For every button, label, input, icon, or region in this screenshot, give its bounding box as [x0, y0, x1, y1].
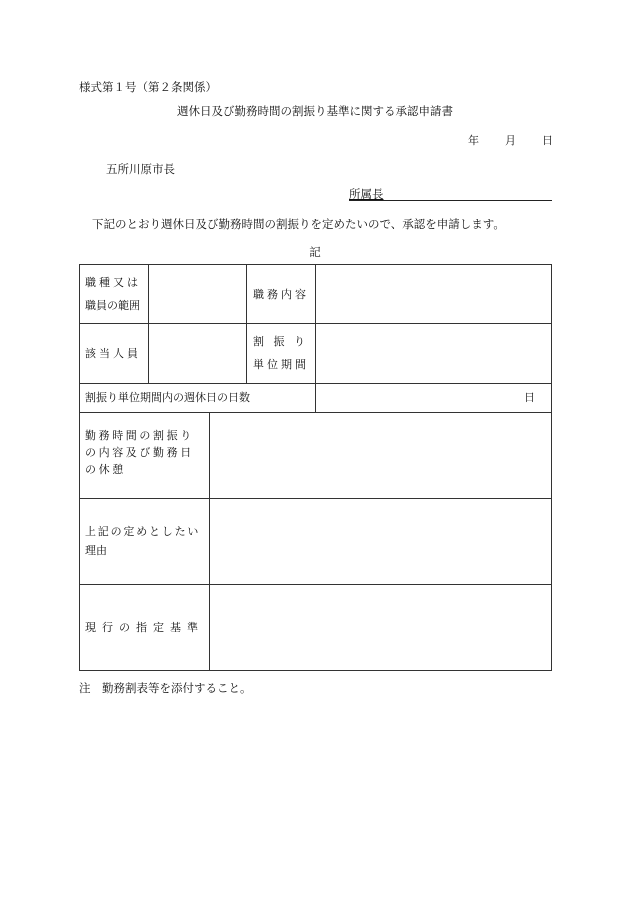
label-reason-1: 上記の定めとしたい	[85, 525, 201, 538]
table-rule	[79, 498, 552, 499]
label-work-allocation-3: の休憩	[85, 463, 126, 476]
form-number: 様式第１号（第２条関係）	[79, 80, 217, 94]
label-reason-2: 理由	[85, 544, 107, 557]
addressee: 五所川原市長	[106, 162, 175, 176]
date-line	[468, 132, 553, 148]
date-day: 日	[542, 134, 553, 147]
allocation-period-field[interactable]	[316, 325, 551, 382]
days-unit: 日	[524, 391, 535, 404]
weekly-rest-days-field[interactable]	[316, 385, 516, 411]
label-current-criteria: 現行の指定基準	[85, 621, 204, 634]
current-criteria-field[interactable]	[210, 586, 551, 670]
label-job-type-2: 職員の範囲	[85, 299, 140, 312]
table-rule	[79, 584, 552, 585]
document-title: 週休日及び勤務時間の割振り基準に関する承認申請書	[177, 104, 453, 118]
ki-heading: 記	[309, 245, 321, 259]
job-content-field[interactable]	[316, 266, 551, 322]
date-year: 年	[468, 134, 479, 147]
intro-text: 下記のとおり週休日及び勤務時間の割振りを定めたいので、承認を申請します。	[92, 217, 505, 231]
label-work-allocation-2: の内容及び勤務日	[85, 446, 194, 459]
job-type-field[interactable]	[149, 266, 245, 322]
reason-field[interactable]	[210, 500, 551, 583]
affiliation-label: 所属長	[349, 187, 384, 201]
label-job-content: 職務内容	[253, 288, 309, 301]
label-job-type-1: 職種又は	[85, 276, 141, 289]
label-weekly-rest-days: 割振り単位期間内の週休日の日数	[85, 391, 250, 404]
table-rule	[246, 264, 247, 383]
table-rule	[79, 412, 552, 413]
label-allocation-period-1: 割 振 り	[253, 335, 308, 348]
label-applicable-staff: 該当人員	[85, 347, 141, 360]
applicable-staff-field[interactable]	[149, 325, 245, 382]
work-allocation-field[interactable]	[210, 414, 551, 497]
footnote: 注 勤務割表等を添付すること。	[79, 681, 252, 695]
date-month: 月	[505, 134, 516, 147]
affiliation-signature-line	[349, 200, 552, 201]
label-allocation-period-2: 単位期間	[253, 358, 309, 371]
label-work-allocation-1: 勤務時間の割振り	[85, 429, 194, 442]
